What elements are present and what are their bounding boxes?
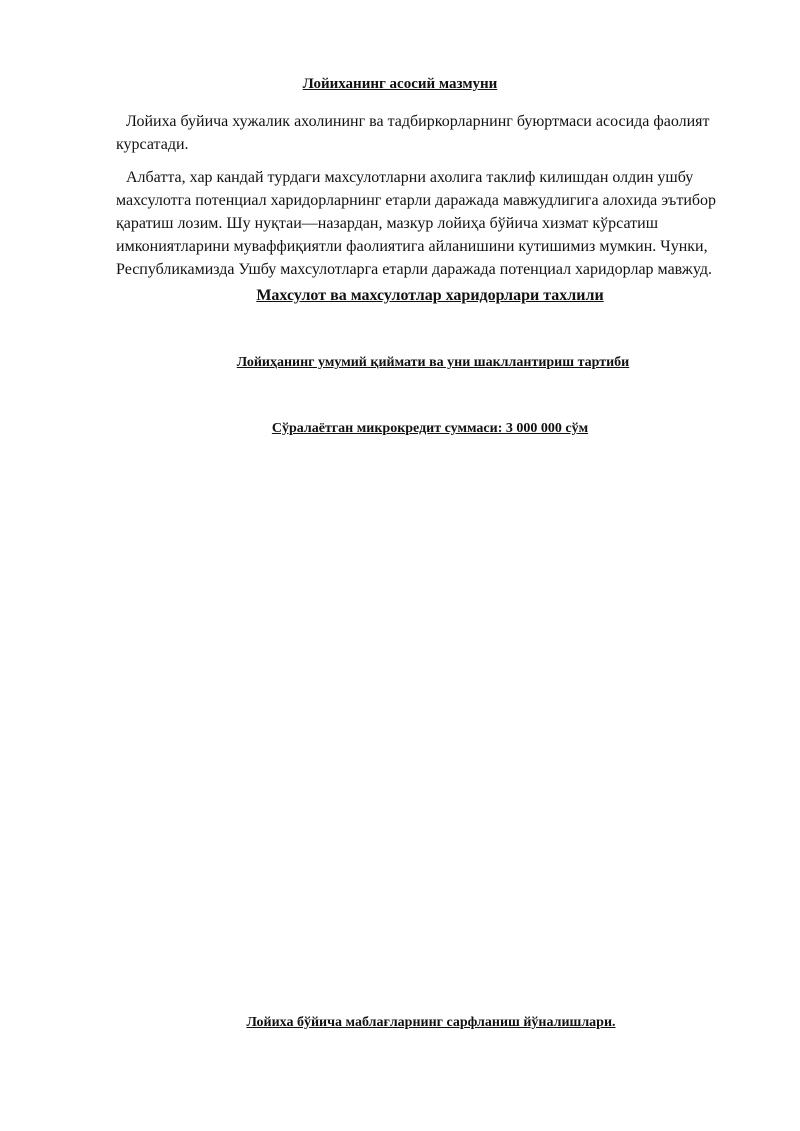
analysis-heading: Махсулот ва махсулотлар харидорлари тахлили (256, 287, 604, 304)
intro-paragraph: Лойиха буйича хужалик ахолининг ва тадбиркорларнинг буюртмаси асосида фаолият курсатади. (116, 113, 710, 153)
funds-usage-heading: Лойиха бўйича маблағларнинг сарфланиш йўналишлари. (246, 1015, 616, 1030)
buyers-paragraph: Албатта, хар кандай турдаги махсулотларни ахолига таклиф килишдан олдин ушбу махсулотга потенциал харидорларнинг етарли даражада мавжудлигига алохида эътибор қаратиш лозим. Шу нуқтаи—назардан, мазкур лойиҳа бўйича хизмат кўрсатиш имкониятларини муваффиқиятли фаолиятига айланишини кутишимиз мумкин. Чунки, Республикамизда Ушбу махсулотларга етарли даражада потенциал харидорлар мавжуд. (116, 169, 717, 278)
cost-heading: Лойиҳанинг умумий қиймати ва уни шакллантириш тартиби (236, 355, 630, 370)
microcredit-heading: Сўралаётган микрокредит суммаси: 3 000 000 сўм (271, 421, 589, 436)
main-heading: Лойиханинг асосий мазмуни (302, 76, 498, 92)
